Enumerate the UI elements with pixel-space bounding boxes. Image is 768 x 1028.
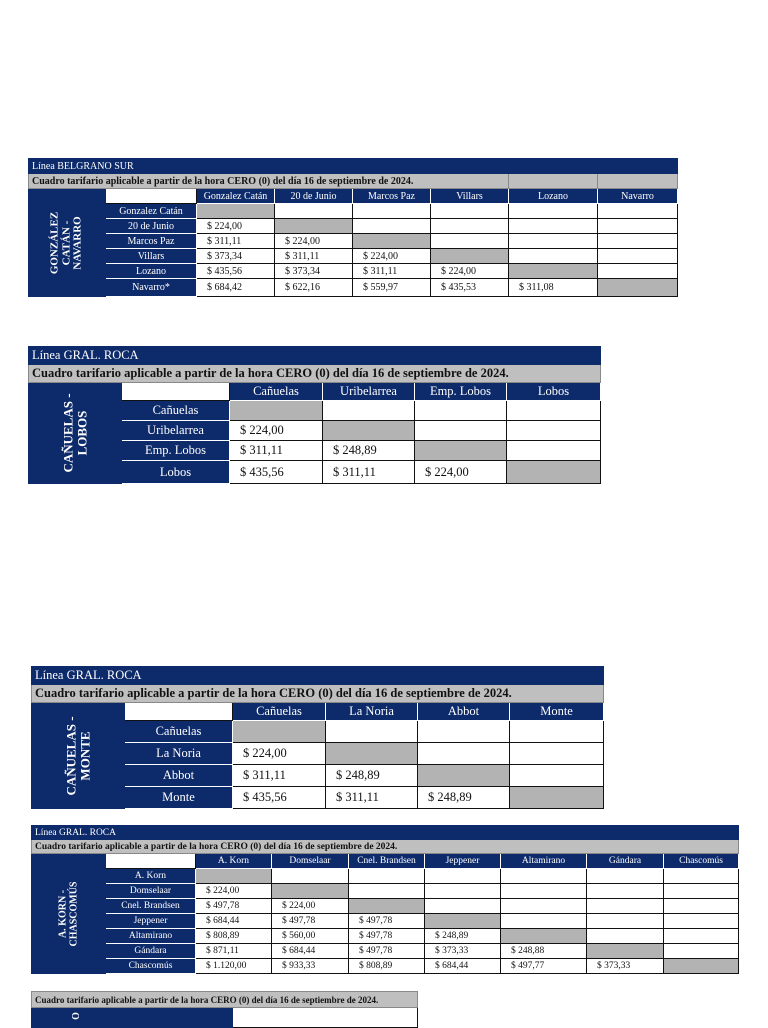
fare-cell: $ 808,89 (349, 959, 425, 974)
fare-cell (587, 929, 664, 944)
side-label-box (32, 854, 106, 974)
fare-cell: $ 373,34 (197, 249, 275, 264)
fare-cell: $ 684,44 (272, 944, 349, 959)
row-header: Lobos (122, 461, 230, 484)
fare-cell (510, 765, 604, 787)
fare-cell (664, 959, 739, 974)
fare-table-canuelas-lobos (28, 346, 601, 484)
column-header: 20 de Junio (275, 189, 353, 204)
fare-cell (509, 264, 598, 279)
fare-cell: $ 224,00 (197, 219, 275, 234)
row-header: Navarro* (106, 279, 197, 297)
fare-cell (431, 219, 509, 234)
column-header: Abbot (418, 703, 510, 721)
fare-cell: $ 373,34 (275, 264, 353, 279)
header-blank (106, 854, 196, 869)
column-header: La Noria (326, 703, 418, 721)
fare-cell (509, 249, 598, 264)
fare-cell (587, 884, 664, 899)
subtitle-filler (509, 174, 598, 189)
fare-cell: $ 497,78 (349, 929, 425, 944)
tariff-subtitle: Cuadro tarifario aplicable a partir de la hora CERO (0) del día 16 de septiembre de 2024. (29, 365, 601, 383)
fare-table-belgrano-sur (28, 158, 678, 297)
fare-cell (353, 219, 431, 234)
fare-cell: $ 311,11 (230, 441, 323, 461)
side-label: CAÑUELAS - MONTE (63, 715, 92, 796)
fare-cell: $ 224,00 (275, 234, 353, 249)
fare-cell (509, 234, 598, 249)
row-header: Lozano (106, 264, 197, 279)
side-label-box (29, 189, 106, 297)
fare-cell (664, 914, 739, 929)
fare-cell (507, 401, 601, 421)
fare-cell: $ 1.120,00 (196, 959, 272, 974)
fare-cell (510, 787, 604, 809)
fare-cell (230, 401, 323, 421)
fare-cell (272, 884, 349, 899)
fare-cell: $ 497,78 (272, 914, 349, 929)
fare-cell: $ 311,11 (275, 249, 353, 264)
tariff-subtitle: Cuadro tarifario aplicable a partir de la hora CERO (0) del día 16 de septiembre de 2024. (32, 840, 739, 854)
fare-cell: $ 248,89 (418, 787, 510, 809)
fare-cell (587, 944, 664, 959)
fare-cell (418, 721, 510, 743)
subtitle-filler (598, 174, 678, 189)
fare-cell (323, 401, 415, 421)
row-header: Emp. Lobos (122, 441, 230, 461)
row-header: Uribelarrea (122, 421, 230, 441)
row-header: La Noria (125, 743, 233, 765)
fare-cell: $ 311,11 (197, 234, 275, 249)
fare-cell: $ 311,11 (323, 461, 415, 484)
header-filler (123, 1008, 233, 1028)
row-header: A. Korn (106, 869, 196, 884)
line-title: Línea BELGRANO SUR (29, 159, 678, 174)
fare-cell (353, 204, 431, 219)
column-header: Cnel. Brandsen (349, 854, 425, 869)
fare-cell (418, 743, 510, 765)
fare-cell: $ 248,89 (425, 929, 501, 944)
fare-cell (664, 899, 739, 914)
fare-cell (587, 914, 664, 929)
fare-cell (501, 884, 587, 899)
row-header: Cañuelas (122, 401, 230, 421)
fare-cell: $ 224,00 (230, 421, 323, 441)
fare-cell: $ 224,00 (196, 884, 272, 899)
fare-cell: $ 497,78 (349, 914, 425, 929)
fare-cell: $ 224,00 (353, 249, 431, 264)
fare-cell: $ 497,78 (196, 899, 272, 914)
fare-cell (415, 421, 507, 441)
fare-cell (664, 944, 739, 959)
fare-table-partial (31, 991, 418, 1028)
fare-table-korn-chascomus (31, 825, 739, 974)
fare-cell (501, 869, 587, 884)
fare-cell (425, 899, 501, 914)
line-title: Línea GRAL. ROCA (29, 347, 601, 365)
fare-cell (587, 869, 664, 884)
fare-cell (418, 765, 510, 787)
fare-cell: $ 373,33 (425, 944, 501, 959)
row-header: 20 de Junio (106, 219, 197, 234)
row-header: Monte (125, 787, 233, 809)
column-header: Monte (510, 703, 604, 721)
fare-cell (507, 461, 601, 484)
column-header: Marcos Paz (353, 189, 431, 204)
fare-cell (598, 204, 678, 219)
fare-cell (598, 279, 678, 297)
fare-cell: $ 560,00 (272, 929, 349, 944)
fare-cell (664, 869, 739, 884)
fare-cell: $ 311,11 (326, 787, 418, 809)
fare-cell (425, 914, 501, 929)
fare-cell (425, 869, 501, 884)
fare-cell (598, 219, 678, 234)
fare-cell (349, 899, 425, 914)
fare-cell (415, 441, 507, 461)
fare-cell: $ 871,11 (196, 944, 272, 959)
fare-cell (431, 249, 509, 264)
column-header: Domselaar (272, 854, 349, 869)
fare-cell (431, 204, 509, 219)
header-blank (233, 1008, 418, 1028)
side-label-box (32, 703, 125, 809)
row-header: Gándara (106, 944, 196, 959)
fare-cell: $ 248,88 (501, 944, 587, 959)
column-header: A. Korn (196, 854, 272, 869)
column-header: Gonzalez Catán (197, 189, 275, 204)
fare-cell (415, 401, 507, 421)
row-header: Gonzalez Catán (106, 204, 197, 219)
fare-cell: $ 248,89 (323, 441, 415, 461)
line-title: Línea GRAL. ROCA (32, 667, 604, 685)
row-header: Villars (106, 249, 197, 264)
row-header: Marcos Paz (106, 234, 197, 249)
column-header: Altamirano (501, 854, 587, 869)
fare-cell (509, 204, 598, 219)
row-header: Abbot (125, 765, 233, 787)
header-blank (122, 383, 230, 401)
fare-cell (349, 884, 425, 899)
column-header: Cañuelas (233, 703, 326, 721)
fare-cell: $ 435,56 (230, 461, 323, 484)
column-header: Lobos (507, 383, 601, 401)
fare-cell: $ 684,42 (197, 279, 275, 297)
side-label: A. KORN - CHASCOMÚS (57, 880, 79, 947)
fare-cell (501, 899, 587, 914)
fare-cell: $ 684,44 (425, 959, 501, 974)
row-header: Altamirano (106, 929, 196, 944)
fare-cell (197, 204, 275, 219)
fare-cell: $ 311,11 (233, 765, 326, 787)
fare-cell (323, 421, 415, 441)
fare-cell: $ 311,11 (353, 264, 431, 279)
fare-cell: $ 224,00 (233, 743, 326, 765)
side-label: GONZÁLEZ CATÁN - NAVARRO (48, 211, 84, 274)
fare-table-canuelas-monte (31, 666, 604, 809)
header-blank (125, 703, 233, 721)
fare-cell (353, 234, 431, 249)
tariff-subtitle: Cuadro tarifario aplicable a partir de la hora CERO (0) del día 16 de septiembre de 2024. (32, 685, 604, 703)
fare-cell (272, 869, 349, 884)
fare-cell: $ 435,56 (233, 787, 326, 809)
line-title: Línea GRAL. ROCA (32, 826, 739, 840)
fare-cell: $ 559,97 (353, 279, 431, 297)
fare-cell: $ 224,00 (431, 264, 509, 279)
tariff-subtitle: Cuadro tarifario aplicable a partir de la hora CERO (0) del día 16 de septiembre de 2024. (32, 992, 418, 1008)
fare-cell (326, 743, 418, 765)
fare-cell (507, 421, 601, 441)
column-header: Navarro (598, 189, 678, 204)
fare-cell: $ 224,00 (415, 461, 507, 484)
row-header: Domselaar (106, 884, 196, 899)
fare-cell: $ 311,08 (509, 279, 598, 297)
column-header: Uribelarrea (323, 383, 415, 401)
fare-cell (664, 929, 739, 944)
column-header: Lozano (509, 189, 598, 204)
fare-cell (326, 721, 418, 743)
column-header: Chascomús (664, 854, 739, 869)
column-header: Emp. Lobos (415, 383, 507, 401)
fare-cell (598, 264, 678, 279)
fare-cell: $ 435,53 (431, 279, 509, 297)
tariff-subtitle: Cuadro tarifario aplicable a partir de la hora CERO (0) del día 16 de septiembre de 2024. (29, 174, 509, 189)
fare-cell (425, 884, 501, 899)
fare-cell (501, 929, 587, 944)
fare-cell (598, 234, 678, 249)
row-header: Chascomús (106, 959, 196, 974)
fare-cell: $ 224,00 (272, 899, 349, 914)
header-blank (106, 189, 197, 204)
fare-cell: $ 373,33 (587, 959, 664, 974)
fare-cell: $ 808,89 (196, 929, 272, 944)
fare-cell: $ 622,16 (275, 279, 353, 297)
fare-cell (509, 219, 598, 234)
fare-cell (431, 234, 509, 249)
fare-cell (664, 884, 739, 899)
fare-cell (275, 219, 353, 234)
fare-cell (510, 721, 604, 743)
column-header: Gándara (587, 854, 664, 869)
side-label-fragment: O (70, 1011, 82, 1020)
fare-cell: $ 497,77 (501, 959, 587, 974)
fare-cell: $ 497,78 (349, 944, 425, 959)
fare-cell (275, 204, 353, 219)
fare-cell: $ 435,56 (197, 264, 275, 279)
column-header: Jeppener (425, 854, 501, 869)
side-label: CAÑUELAS - LOBOS (60, 393, 89, 473)
fare-cell (587, 899, 664, 914)
fare-cell (501, 914, 587, 929)
fare-cell (598, 249, 678, 264)
fare-cell: $ 248,89 (326, 765, 418, 787)
fare-cell: $ 933,33 (272, 959, 349, 974)
row-header: Jeppener (106, 914, 196, 929)
fare-cell (507, 441, 601, 461)
fare-cell (349, 869, 425, 884)
column-header: Cañuelas (230, 383, 323, 401)
row-header: Cnel. Brandsen (106, 899, 196, 914)
column-header: Villars (431, 189, 509, 204)
fare-cell (233, 721, 326, 743)
row-header: Cañuelas (125, 721, 233, 743)
side-label-box (32, 1008, 123, 1028)
fare-cell (510, 743, 604, 765)
fare-cell (196, 869, 272, 884)
fare-cell: $ 684,44 (196, 914, 272, 929)
side-label-box (29, 383, 122, 484)
